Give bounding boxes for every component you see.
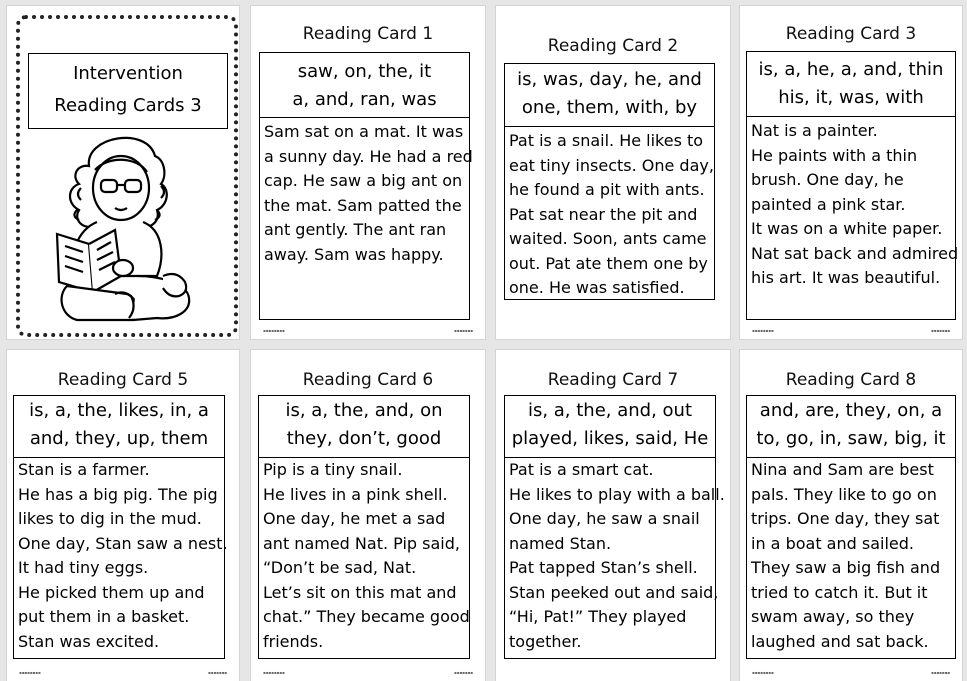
story-line: “Don’t be sad, Nat. bbox=[263, 558, 417, 577]
story-line: pals. They like to go on bbox=[751, 484, 937, 504]
sight-words-box bbox=[259, 52, 470, 118]
story-line: put them in a basket. bbox=[18, 607, 190, 626]
card-title: Reading Card 7 bbox=[547, 370, 679, 390]
cover-title-line2: Reading Cards 3 bbox=[54, 95, 202, 116]
card-footer: ▪▪▪▪▪▪▪▪ ▪▪▪▪▪▪▪ bbox=[752, 670, 950, 675]
card-title: Reading Card 1 bbox=[302, 24, 434, 44]
story-line: away. Sam was happy. bbox=[264, 244, 444, 264]
sight-words-box bbox=[13, 395, 225, 458]
story-line: one. He was satisfied. bbox=[509, 278, 685, 297]
story-line: in a boat and sailed. bbox=[751, 533, 914, 553]
story-line: Stan was excited. bbox=[18, 631, 160, 651]
story-box bbox=[258, 457, 470, 659]
sight-words-line: is, a, the, likes, in, a bbox=[29, 400, 209, 421]
story-line: likes to dig in the mud. bbox=[18, 509, 202, 528]
card-title: Reading Card 6 bbox=[302, 370, 434, 390]
card-footer: ▪▪▪▪▪▪▪▪ ▪▪▪▪▪▪▪ bbox=[752, 328, 950, 333]
sight-words-line: his, it, was, with bbox=[778, 87, 924, 108]
story-line: Stan peeked out and said, bbox=[509, 582, 719, 602]
story-line: He paints with a thin bbox=[751, 145, 918, 165]
sight-words-line: and, are, they, on, a bbox=[759, 400, 943, 421]
story-line: Pat tapped Stan’s shell. bbox=[509, 558, 698, 577]
card-footer: ▪▪▪▪▪▪▪▪ ▪▪▪▪▪▪▪ bbox=[263, 670, 473, 675]
cover-title-box bbox=[28, 53, 228, 129]
reading-card-7 bbox=[496, 350, 730, 681]
story-line: They saw a big fish and bbox=[751, 558, 941, 577]
card-title: Reading Card 3 bbox=[785, 24, 917, 44]
reading-card-6 bbox=[251, 350, 485, 681]
story-line: cap. He saw a big ant on bbox=[264, 171, 463, 190]
reading-card-1 bbox=[251, 6, 485, 339]
story-line: Pat is a snail. He likes to bbox=[509, 131, 704, 150]
sight-words-line: is, a, the, and, out bbox=[527, 400, 693, 421]
story-line: One day, Stan saw a nest. bbox=[18, 533, 228, 553]
card-footer: ▪▪▪▪▪▪▪▪ ▪▪▪▪▪▪▪ bbox=[263, 328, 473, 333]
story-line: “Hi, Pat!” They played bbox=[509, 607, 687, 626]
story-box bbox=[504, 126, 715, 300]
sight-words-line: a, and, ran, was bbox=[292, 89, 437, 110]
story-line: his art. It was beautiful. bbox=[751, 268, 941, 287]
sight-words-line: one, them, with, by bbox=[521, 97, 698, 118]
sight-words-box bbox=[504, 395, 716, 458]
sight-words-line: played, likes, said, He bbox=[511, 428, 709, 449]
sight-words-box bbox=[504, 63, 715, 127]
story-line: He picked them up and bbox=[18, 582, 205, 602]
story-line: It had tiny eggs. bbox=[18, 558, 149, 577]
card-title: Reading Card 8 bbox=[785, 370, 917, 390]
sight-words-line: is, a, the, and, on bbox=[285, 400, 443, 421]
story-line: ant gently. The ant ran bbox=[264, 220, 447, 239]
story-line: named Stan. bbox=[509, 533, 612, 553]
reading-card-3 bbox=[740, 6, 962, 339]
story-line: Pat is a smart cat. bbox=[509, 460, 654, 479]
sight-words-line: to, go, in, saw, big, it bbox=[756, 428, 946, 449]
story-box bbox=[13, 457, 228, 659]
story-line: Pat sat near the pit and bbox=[509, 204, 698, 224]
story-line: brush. One day, he bbox=[751, 170, 904, 189]
story-line: a sunny day. He had a red bbox=[264, 146, 473, 166]
story-line: friends. bbox=[263, 631, 324, 651]
story-line: Stan is a farmer. bbox=[18, 460, 150, 479]
story-line: Nina and Sam are best bbox=[751, 460, 934, 479]
story-line: he found a pit with ants. bbox=[509, 180, 705, 199]
story-line: ant named Nat. Pip said, bbox=[263, 533, 460, 553]
sight-words-line: is, was, day, he, and bbox=[517, 69, 702, 90]
cover-card bbox=[7, 6, 239, 339]
sight-words-line: and, they, up, them bbox=[29, 428, 209, 449]
reading-card-5 bbox=[7, 350, 239, 681]
sight-words-line: saw, on, the, it bbox=[297, 61, 432, 82]
sight-words-box bbox=[746, 51, 956, 117]
reading-card-2 bbox=[496, 6, 730, 339]
story-line: Sam sat on a mat. It was bbox=[264, 122, 464, 141]
story-line: One day, he saw a snail bbox=[509, 509, 700, 528]
card-title: Reading Card 5 bbox=[57, 370, 189, 390]
story-box bbox=[746, 457, 956, 659]
story-line: swam away, so they bbox=[751, 607, 915, 626]
card-footer: ▪▪▪▪▪▪▪▪ ▪▪▪▪▪▪▪ bbox=[19, 670, 227, 675]
story-line: eat tiny insects. One day, bbox=[509, 155, 714, 175]
story-line: Let’s sit on this mat and bbox=[263, 582, 457, 602]
story-box bbox=[746, 116, 959, 320]
story-line: out. Pat ate them one by bbox=[509, 253, 708, 273]
story-line: Nat is a painter. bbox=[751, 121, 878, 140]
story-line: painted a pink star. bbox=[751, 194, 906, 214]
story-line: the mat. Sam patted the bbox=[264, 195, 462, 215]
story-line: It was on a white paper. bbox=[751, 219, 943, 238]
story-line: He likes to play with a ball. bbox=[509, 484, 725, 504]
sight-words-line: is, a, he, a, and, thin bbox=[758, 59, 944, 80]
card-title: Reading Card 2 bbox=[547, 36, 679, 56]
sight-words-line: they, don’t, good bbox=[286, 428, 442, 449]
story-line: together. bbox=[509, 631, 582, 651]
story-line: tried to catch it. But it bbox=[751, 582, 928, 602]
cover-title-line1: Intervention bbox=[73, 63, 183, 84]
girl-reading-illustration bbox=[37, 126, 207, 326]
sight-words-box bbox=[746, 395, 956, 458]
story-line: Pip is a tiny snail. bbox=[263, 460, 403, 479]
story-line: One day, he met a sad bbox=[263, 509, 446, 528]
sight-words-box bbox=[258, 395, 470, 458]
story-line: He lives in a pink shell. bbox=[263, 484, 448, 504]
story-line: trips. One day, they sat bbox=[751, 509, 940, 528]
story-line: chat.” They became good bbox=[263, 607, 470, 626]
story-line: laughed and sat back. bbox=[751, 631, 929, 651]
story-line: He has a big pig. The pig bbox=[18, 484, 218, 504]
story-line: waited. Soon, ants came bbox=[509, 229, 707, 248]
story-box bbox=[504, 457, 725, 659]
reading-card-8 bbox=[740, 350, 962, 681]
story-line: Nat sat back and admired bbox=[751, 243, 959, 263]
story-box bbox=[259, 117, 473, 320]
